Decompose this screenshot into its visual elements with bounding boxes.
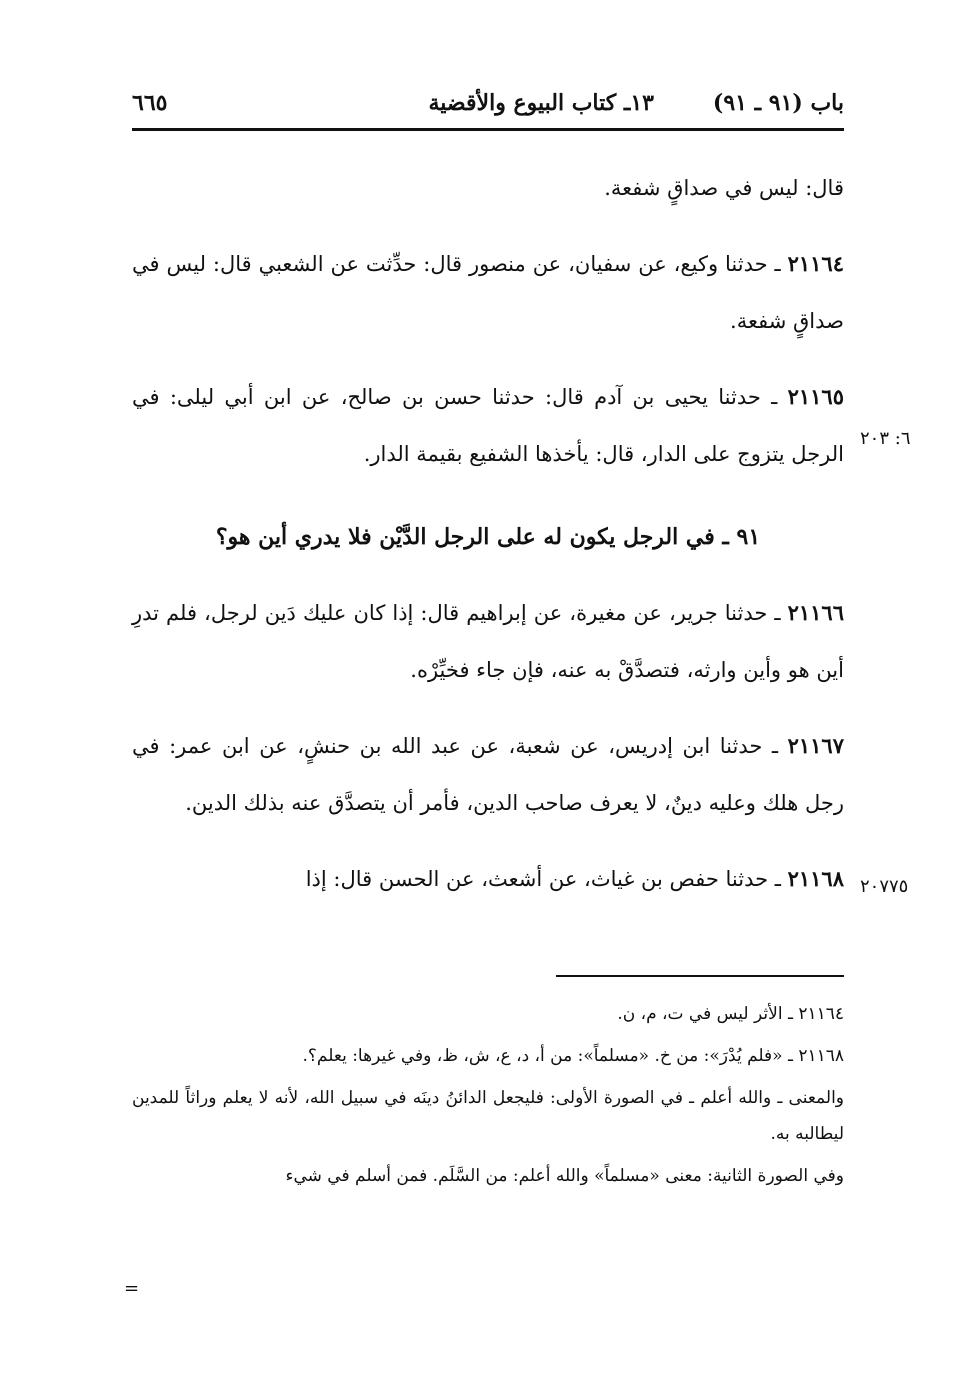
- hadith-text: ـ حدثنا يحيى بن آدم قال: حدثنا حسن بن صالح، عن ابن أبي ليلى: في الرجل يتزوج على الدار، قال: يأخذها الشفيع بقيمة الدار.: [132, 385, 844, 466]
- footnote: ٢١١٦٤ ـ الأثر ليس في ت، م، ن.: [617, 1004, 844, 1024]
- hadith-text: ـ حدثنا جرير، عن مغيرة، عن إبراهيم قال: إذا كان عليك دَين لرجل، فلم تدرِ أين هو وأين وارثه، فتصدَّقْ به عنه، فإن جاء فخيِّرْه.: [132, 601, 844, 682]
- hadith-21165: [132, 368, 844, 483]
- margin-reference: ٢٠٧٧٥: [860, 876, 909, 897]
- main-text: [132, 160, 844, 908]
- header-rule: [132, 128, 844, 131]
- footnote-rule: [556, 975, 844, 977]
- hadith-21166: [132, 584, 844, 699]
- footnotes: [132, 996, 844, 1200]
- footnote: وفي الصورة الثانية: معنى «مسلماً» والله أعلم: من السَّلَم. فمن أسلم في شيء: [285, 1166, 844, 1186]
- continued-line: قال: ليس في صداقٍ شفعة.: [604, 176, 844, 200]
- hadith-number: ٢١١٦٤: [787, 251, 844, 276]
- page-number: ٦٦٥: [132, 90, 168, 116]
- continuation-mark: =: [124, 1278, 140, 1299]
- chapter-heading: باب (٩١ ـ ٩١): [712, 90, 844, 116]
- hadith-number: ٢١١٦٧: [787, 733, 844, 758]
- hadith-number: ٢١١٦٨: [787, 866, 844, 891]
- hadith-number: ٢١١٦٥: [787, 384, 844, 409]
- section-title: ٩١ ـ في الرجل يكون له على الرجل الدَّيْن فلا يدري أين هو؟: [215, 524, 761, 550]
- margin-reference: ٦: ٢٠٣: [860, 428, 911, 449]
- footnote: ٢١١٦٨ ـ «فلم يُدْرَ»: من خ. «مسلماً»: من أ، د، ع، ش، ظ، وفي غيرها: يعلم؟.: [302, 1046, 844, 1066]
- book-title: ١٣ـ كتاب البيوع والأقضية: [428, 90, 654, 116]
- hadith-21167: [132, 717, 844, 832]
- hadith-number: ٢١١٦٦: [787, 600, 844, 625]
- hadith-21164: [132, 235, 844, 350]
- hadith-text: ـ حدثنا ابن إدريس، عن شعبة، عن عبد الله بن حنشٍ، عن ابن عمر: في رجل هلك وعليه دينٌ، لا يعرف صاحب الدين، فأمر أن يتصدَّق عنه بذلك الدين.: [132, 734, 844, 815]
- hadith-text: ـ حدثنا حفص بن غياث، عن أشعث، عن الحسن قال: إذا: [305, 867, 788, 891]
- hadith-text: ـ حدثنا وكيع، عن سفيان، عن منصور قال: حدِّثت عن الشعبي قال: ليس في صداقٍ شفعة.: [132, 252, 844, 333]
- page-header: [132, 86, 844, 126]
- footnote: والمعنى ـ والله أعلم ـ في الصورة الأولى: فليجعل الدائنُ دينَه في سبيل الله، لأنه لا يعلم وراثاً للمدين ليطالبه به.: [132, 1088, 844, 1144]
- hadith-21168: [132, 850, 844, 908]
